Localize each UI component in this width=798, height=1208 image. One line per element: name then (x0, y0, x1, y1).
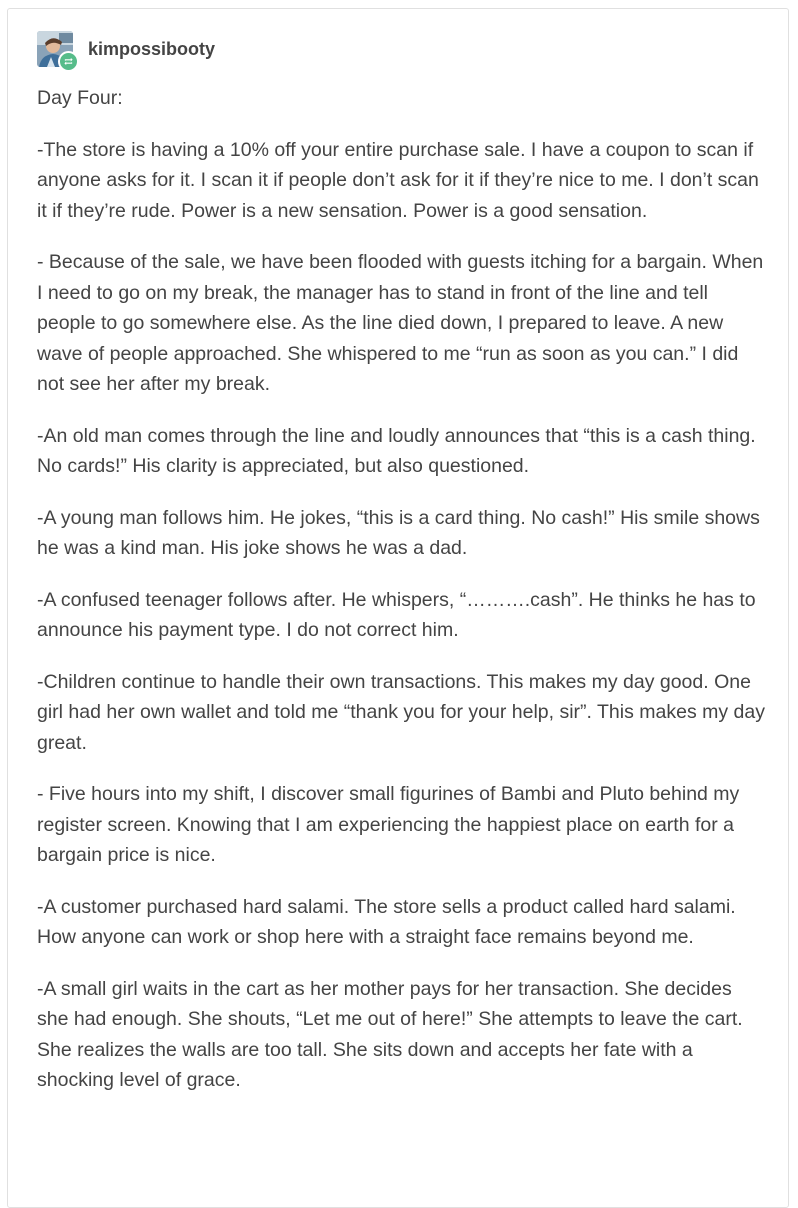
username[interactable]: kimpossibooty (88, 38, 216, 59)
post-header (37, 31, 215, 67)
post-paragraph: - Five hours into my shift, I discover small figurines of Bambi and Pluto behind my register screen. Knowing that I am experiencing the happiest place on earth for a bargain price is nice. (37, 783, 740, 866)
post-paragraph: - Because of the sale, we have been flooded with guests itching for a bargain. When I need to go on my break, the manager has to stand in front of the line and tell people to go somewhere else. As the line died down, I prepared to leave. A new wave of people approached. She whispered to me “run as soon as you can.” I did not see her after my break. (37, 251, 764, 395)
post-paragraph: -A customer purchased hard salami. The store sells a product called hard salami. How anyone can work or shop here with a straight face remains beyond me. (37, 895, 736, 948)
post-body (37, 83, 767, 1117)
post-paragraph: -Children continue to handle their own transactions. This makes my day good. One girl had her own wallet and told me “thank you for your help, sir”. This makes my day great. (37, 670, 765, 754)
post-paragraph: -The store is having a 10% off your entire purchase sale. I have a coupon to scan if anyone asks for it. I scan it if people don’t ask for it if they’re nice to me. I don’t scan it if they’re rude. Power is a new sensation. Power is a good sensation. (37, 138, 759, 222)
reblog-icon (63, 56, 74, 67)
reblog-badge (58, 51, 79, 72)
post-paragraph: Day Four: (37, 87, 123, 109)
post-paragraph: -A young man follows him. He jokes, “this is a card thing. No cash!” His smile shows he was a kind man. His joke shows he was a dad. (37, 506, 760, 559)
post-paragraph: -An old man comes through the line and loudly announces that “this is a cash thing. No cards!” His clarity is appreciated, but also questioned. (37, 424, 756, 477)
post-paragraph: -A confused teenager follows after. He whispers, “……….cash”. He thinks he has to announce his payment type. I do not correct him. (37, 588, 756, 641)
post-paragraph: -A small girl waits in the cart as her mother pays for her transaction. She decides she had enough. She shouts, “Let me out of here!” She attempts to leave the cart. She realizes the walls are too tall. She sits down and accepts her fate with a shocking level of grace. (37, 977, 743, 1091)
avatar[interactable] (37, 31, 73, 67)
